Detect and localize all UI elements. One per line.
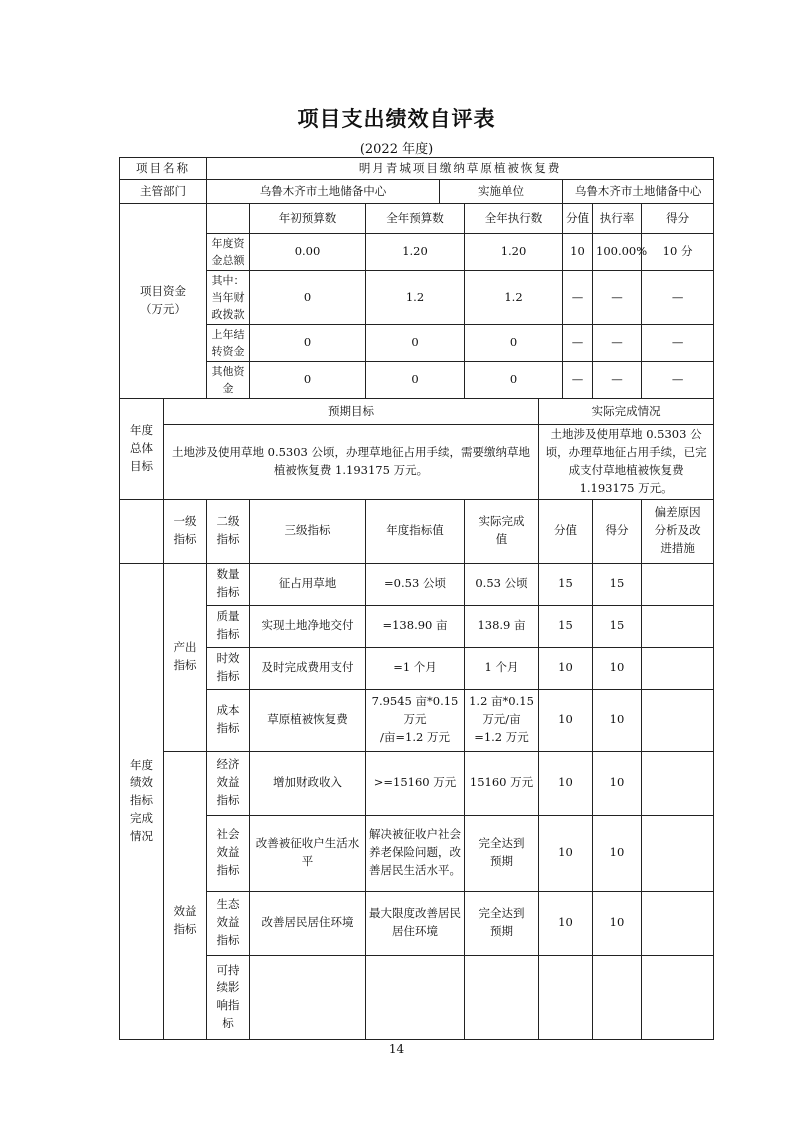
indicator-deviation [642, 605, 714, 647]
funds-cell: — [563, 325, 593, 362]
indicator-header: 年度指标值 [366, 499, 465, 563]
sub-indicator: 数量 指标 [207, 563, 250, 605]
impl-value: 乌鲁木齐市土地储备中心 [563, 180, 714, 204]
indicator-actual [465, 955, 539, 1039]
impl-label: 实施单位 [440, 180, 563, 204]
output-indicator-label: 产出 指标 [164, 563, 207, 751]
funds-header: 年初预算数 [250, 204, 366, 234]
indicator-item: 征占用草地 [250, 563, 366, 605]
funds-header: 全年预算数 [366, 204, 465, 234]
indicator-header-blank [120, 499, 164, 563]
annual-performance-label: 年度 绩效 指标 完成 情况 [120, 563, 164, 1039]
indicator-actual: 完全达到 预期 [465, 815, 539, 891]
actual-result-text: 土地涉及使用草地 0.5303 公顷，办理草地征占用手续，已完成支付草地植被恢复费 1.193175 万元。 [539, 425, 714, 499]
expected-goal-header: 预期目标 [164, 399, 539, 425]
funds-header: 得分 [642, 204, 714, 234]
indicator-actual: 15160 万元 [465, 751, 539, 815]
sub-indicator: 质量 指标 [207, 605, 250, 647]
project-name-value: 明月青城项目缴纳草原植被恢复费 [207, 158, 714, 180]
indicator-target: =1 个月 [366, 647, 465, 689]
indicator-score: 10 [593, 689, 642, 751]
funds-header: 执行率 [593, 204, 642, 234]
indicator-header: 二级 指标 [207, 499, 250, 563]
indicator-score-value: 15 [539, 563, 593, 605]
indicator-item: 改善被征收户生活水平 [250, 815, 366, 891]
report-year: (2022 年度) [359, 142, 434, 157]
indicator-deviation [642, 955, 714, 1039]
funds-header-blank [207, 204, 250, 234]
funds-cell: — [593, 362, 642, 399]
expected-goal-text: 土地涉及使用草地 0.5303 公顷，办理草地征占用手续，需要缴纳草地植被恢复费 1.193175 万元。 [164, 425, 539, 499]
funds-cell: — [563, 271, 593, 325]
indicator-score: 10 [593, 815, 642, 891]
indicator-item: 改善居民居住环境 [250, 891, 366, 955]
indicator-item: 增加财政收入 [250, 751, 366, 815]
sub-indicator: 可持 续影 响指 标 [207, 955, 250, 1039]
indicator-target: 解决被征收户社会养老保险问题，改善居民生活水平。 [366, 815, 465, 891]
funds-cell: 0 [250, 362, 366, 399]
indicator-target: >=15160 万元 [366, 751, 465, 815]
indicator-actual: 138.9 亩 [465, 605, 539, 647]
indicator-target: =138.90 亩 [366, 605, 465, 647]
funds-cell: — [642, 271, 714, 325]
indicator-deviation [642, 647, 714, 689]
indicator-score: 10 [593, 891, 642, 955]
performance-form [119, 157, 714, 1040]
funds-cell: 10 [563, 234, 593, 271]
indicator-target: 最大限度改善居民 居住环境 [366, 891, 465, 955]
indicator-header: 分值 [539, 499, 593, 563]
funds-cell: 1.20 [366, 234, 465, 271]
page-number: 14 [388, 1042, 405, 1056]
indicator-deviation [642, 563, 714, 605]
funds-cell: 0 [366, 325, 465, 362]
sub-indicator: 社会 效益 指标 [207, 815, 250, 891]
funds-cell: 10 分 [642, 234, 714, 271]
dept-label: 主管部门 [120, 180, 207, 204]
actual-result-header: 实际完成情况 [539, 399, 714, 425]
indicator-actual: 1.2 亩*0.15 万元/亩 =1.2 万元 [465, 689, 539, 751]
indicator-deviation [642, 815, 714, 891]
indicator-target: 7.9545 亩*0.15 万元 /亩=1.2 万元 [366, 689, 465, 751]
funds-row-label: 其他资金 [207, 362, 250, 399]
sub-indicator: 时效 指标 [207, 647, 250, 689]
dept-value: 乌鲁木齐市土地储备中心 [207, 180, 440, 204]
indicator-score: 10 [593, 647, 642, 689]
indicator-deviation [642, 891, 714, 955]
funds-header: 全年执行数 [465, 204, 563, 234]
indicator-score-value: 10 [539, 751, 593, 815]
indicator-score-value: 15 [539, 605, 593, 647]
funds-cell: 0 [465, 325, 563, 362]
indicator-score-value [539, 955, 593, 1039]
funds-cell: — [642, 362, 714, 399]
sub-indicator: 成本 指标 [207, 689, 250, 751]
funds-cell: — [563, 362, 593, 399]
goals-label: 年度 总体 目标 [120, 399, 164, 499]
indicator-header: 偏差原因 分析及改 进措施 [642, 499, 714, 563]
funds-cell: 100.00% [593, 234, 642, 271]
funds-cell: 0 [366, 362, 465, 399]
indicator-score-value: 10 [539, 647, 593, 689]
funds-row-label: 年度资金总额 [207, 234, 250, 271]
indicator-item: 及时完成费用支付 [250, 647, 366, 689]
funds-cell: 0.00 [250, 234, 366, 271]
indicator-item: 实现土地净地交付 [250, 605, 366, 647]
indicator-score-value: 10 [539, 689, 593, 751]
sub-indicator: 生态 效益 指标 [207, 891, 250, 955]
indicator-item [250, 955, 366, 1039]
project-name-label: 项目名称 [120, 158, 207, 180]
funds-cell: — [593, 325, 642, 362]
funds-header: 分值 [563, 204, 593, 234]
sub-indicator: 经济 效益 指标 [207, 751, 250, 815]
funds-row-label: 其中：当年财 政拨款 [207, 271, 250, 325]
funds-cell: — [642, 325, 714, 362]
indicator-deviation [642, 751, 714, 815]
indicator-score: 15 [593, 605, 642, 647]
indicator-header: 一级 指标 [164, 499, 207, 563]
funds-cell: 0 [250, 271, 366, 325]
indicator-score [593, 955, 642, 1039]
indicator-target: =0.53 公顷 [366, 563, 465, 605]
indicator-header: 实际完成 值 [465, 499, 539, 563]
funds-cell: — [593, 271, 642, 325]
funds-cell: 1.2 [465, 271, 563, 325]
indicator-actual: 完全达到 预期 [465, 891, 539, 955]
funds-label: 项目资金 （万元） [120, 204, 207, 399]
page-title: 项目支出绩效自评表 [297, 107, 496, 131]
funds-row-label: 上年结转资金 [207, 325, 250, 362]
funds-cell: 1.2 [366, 271, 465, 325]
indicator-header: 三级指标 [250, 499, 366, 563]
benefit-indicator-label: 效益 指标 [164, 751, 207, 1039]
indicator-header: 得分 [593, 499, 642, 563]
funds-cell: 0 [465, 362, 563, 399]
funds-cell: 1.20 [465, 234, 563, 271]
indicator-score-value: 10 [539, 891, 593, 955]
indicator-actual: 0.53 公顷 [465, 563, 539, 605]
indicator-score: 10 [593, 751, 642, 815]
indicator-target [366, 955, 465, 1039]
indicator-score-value: 10 [539, 815, 593, 891]
indicator-score: 15 [593, 563, 642, 605]
indicator-actual: 1 个月 [465, 647, 539, 689]
funds-cell: 0 [250, 325, 366, 362]
indicator-deviation [642, 689, 714, 751]
indicator-item: 草原植被恢复费 [250, 689, 366, 751]
